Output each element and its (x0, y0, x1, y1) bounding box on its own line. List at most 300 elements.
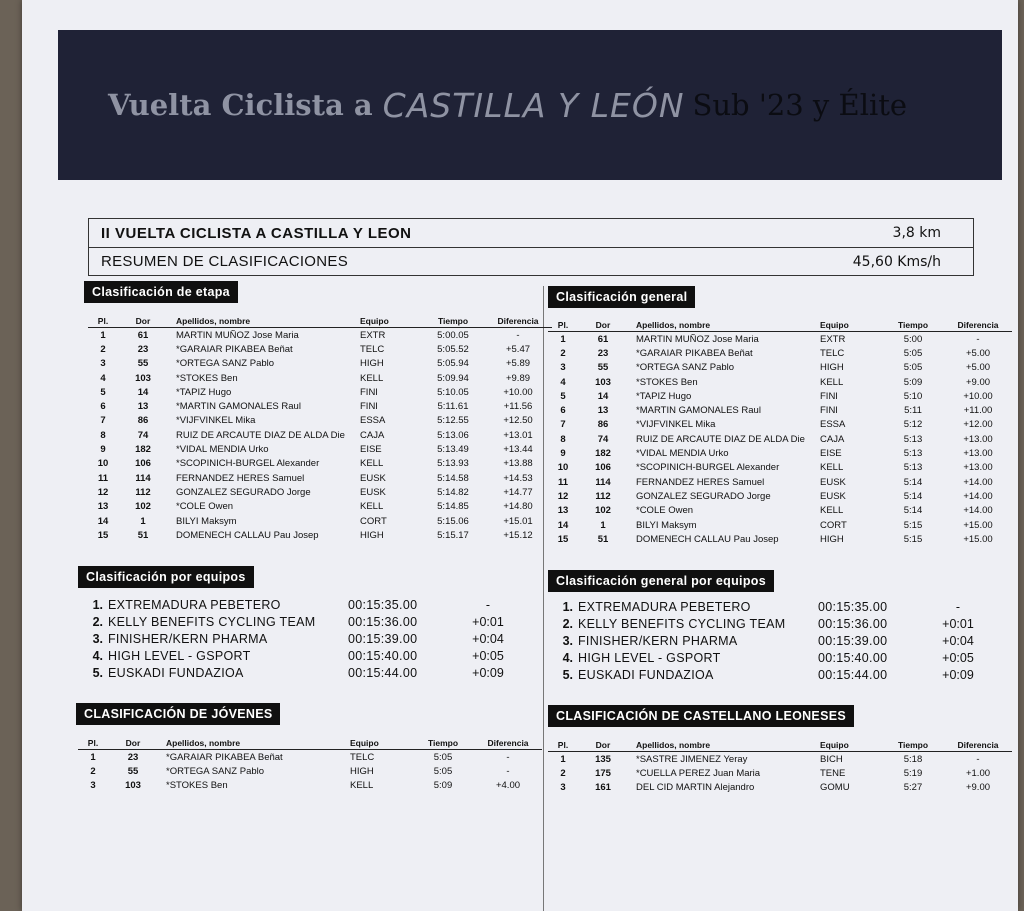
rider-team: KELL (360, 501, 384, 513)
rider-gap: +5.00 (965, 347, 991, 359)
rider-position: 1 (560, 753, 566, 765)
rider-team: ESSA (360, 415, 386, 427)
team-row (86, 647, 518, 664)
rider-position: 13 (557, 505, 569, 517)
rider-bib: 114 (135, 472, 151, 484)
table-row (548, 518, 1012, 532)
rider-team: KELL (350, 780, 374, 792)
table-row (88, 328, 552, 342)
rider-time: 5:11 (904, 405, 922, 417)
summary-header-row-2 (89, 247, 973, 275)
rider-position: 2 (90, 765, 96, 777)
rider-time: 5:15.17 (437, 529, 469, 541)
rider-bib: 112 (595, 490, 611, 502)
team-time: 00:15:39.00 (348, 631, 418, 646)
team-row (556, 633, 988, 650)
rider-gap: +1.00 (965, 767, 991, 779)
rider-gap: +13.88 (503, 458, 533, 470)
rider-team: TENE (820, 767, 846, 779)
event-banner (58, 30, 1002, 180)
rider-team: ESSA (820, 419, 846, 431)
rider-name: *ORTEGA SANZ Pablo (166, 765, 265, 777)
header-diff: Diferencia (487, 738, 529, 748)
rider-position: 11 (97, 472, 109, 484)
rider-name: RUIZ DE ARCAUTE DIAZ DE ALDA Die (636, 433, 805, 445)
rider-position: 10 (97, 458, 109, 470)
team-name: EXTREMADURA PEBETERO (578, 600, 751, 615)
stage-classification-table (88, 314, 552, 542)
rider-bib: 55 (597, 362, 609, 374)
header-time: Tiempo (897, 320, 929, 330)
rider-name: *VIDAL MENDIA Urko (176, 444, 269, 456)
rider-gap: +14.53 (503, 472, 533, 484)
rider-team: CORT (360, 515, 387, 527)
rider-gap: +9.00 (965, 376, 991, 388)
team-row (86, 631, 518, 648)
rider-name: GONZALEZ SEGURADO Jorge (176, 486, 311, 498)
table-row (88, 485, 552, 499)
general-classification-table (548, 318, 1012, 546)
table-row (548, 418, 1012, 432)
rider-name: RUIZ DE ARCAUTE DIAZ DE ALDA Die (176, 429, 345, 441)
header-name: Apellidos, nombre (166, 738, 241, 748)
rider-team: HIGH (820, 362, 844, 374)
rider-position: 1 (560, 333, 566, 345)
rider-time: 5:19 (903, 767, 923, 779)
rider-position: 14 (97, 515, 109, 527)
rider-time: 5:14.85 (437, 501, 469, 513)
rider-time: 5:00 (903, 333, 923, 345)
rider-team: KELL (360, 372, 384, 384)
rider-position: 4 (100, 372, 106, 384)
header-team: Equipo (360, 316, 389, 326)
banner-title-part3: Sub '23 y Élite (692, 88, 908, 122)
rider-name: *VIDAL MENDIA Urko (636, 448, 729, 460)
rider-gap: +14.00 (963, 476, 993, 488)
rider-gap: - (976, 753, 980, 765)
rider-gap: +14.00 (963, 490, 993, 502)
rider-position: 15 (557, 533, 569, 545)
rider-gap: +15.12 (503, 529, 533, 541)
rider-bib: 23 (597, 347, 609, 359)
rider-name: BILYI Maksym (176, 515, 237, 527)
team-gap: +0:09 (942, 667, 974, 682)
team-gap: - (485, 598, 491, 613)
rider-bib: 1 (600, 519, 606, 531)
general-team-classification-list (556, 599, 988, 683)
table-row (548, 752, 1012, 766)
general-team-classification-title: Clasificación general por equipos (548, 570, 774, 592)
rider-time: 5:14 (903, 505, 923, 517)
rider-bib: 103 (135, 372, 151, 384)
team-gap: +0:04 (472, 631, 504, 646)
rider-bib: 161 (595, 782, 611, 794)
table-row (548, 461, 1012, 475)
rider-bib: 1 (140, 515, 146, 527)
rider-name: *GARAIAR PIKABEA Beñat (166, 751, 283, 763)
rider-bib: 182 (135, 444, 151, 456)
table-row (88, 414, 552, 428)
summary-header (88, 218, 974, 276)
rider-gap: - (516, 329, 520, 341)
rider-bib: 55 (137, 358, 149, 370)
rider-bib: 23 (127, 751, 139, 763)
team-row (86, 664, 518, 681)
team-gap: +0:09 (472, 665, 504, 680)
rider-gap: +9.89 (505, 372, 531, 384)
table-row (548, 432, 1012, 446)
rider-gap: +12.00 (963, 419, 993, 431)
rider-bib: 102 (595, 505, 611, 517)
rider-team: HIGH (350, 765, 374, 777)
rider-team: EUSK (360, 472, 386, 484)
team-gap: - (955, 600, 961, 615)
table-row (88, 471, 552, 485)
rider-name: *ORTEGA SANZ Pablo (636, 362, 735, 374)
rider-time: 5:18 (903, 753, 923, 765)
table-row (548, 532, 1012, 546)
rider-name: *MARTIN GAMONALES Raul (176, 401, 301, 413)
rider-position: 3 (90, 780, 96, 792)
team-gap: +0:04 (942, 633, 974, 648)
rider-time: 5:14.58 (437, 472, 469, 484)
team-time: 00:15:40.00 (818, 650, 888, 665)
team-name: EUSKADI FUNDAZIOA (578, 667, 714, 682)
table-row (78, 750, 542, 764)
rider-team: EUSK (820, 490, 846, 502)
rider-name: *STOKES Ben (176, 372, 238, 384)
rider-position: 9 (560, 448, 566, 460)
rider-name: *VIJFVINKEL Mika (176, 415, 256, 427)
rider-team: EUSK (360, 486, 386, 498)
rider-time: 5:13 (903, 448, 923, 460)
rider-team: TELC (360, 343, 385, 355)
rider-bib: 112 (135, 486, 151, 498)
average-speed: 45,60 Kms/h (852, 253, 941, 270)
rider-name: DEL CID MARTIN Alejandro (636, 782, 755, 794)
rider-time: 5:09 (903, 376, 923, 388)
rider-gap: +9.00 (965, 782, 991, 794)
rider-time: 5:11.61 (437, 401, 469, 413)
team-time: 00:15:36.00 (818, 617, 888, 632)
rider-gap: +5.89 (505, 358, 531, 370)
rider-name: BILYI Maksym (636, 519, 697, 531)
rider-gap: +5.00 (965, 362, 991, 374)
table-row (548, 346, 1012, 360)
rider-name: FERNANDEZ HERES Samuel (176, 472, 305, 484)
rider-gap: +13.01 (503, 429, 533, 441)
rider-bib: 182 (595, 448, 611, 460)
rider-name: MARTIN MUÑOZ Jose Maria (636, 333, 759, 345)
header-diff: Diferencia (497, 316, 539, 326)
team-name: FINISHER/KERN PHARMA (108, 631, 268, 646)
rider-bib: 114 (595, 476, 611, 488)
table-row (78, 764, 542, 778)
team-gap: +0:05 (942, 650, 974, 665)
table-row (78, 779, 542, 793)
rider-gap: +4.00 (495, 780, 521, 792)
rider-team: HIGH (360, 529, 384, 541)
rider-time: 5:09.94 (437, 372, 469, 384)
rider-gap: +11.56 (503, 401, 533, 413)
rider-bib: 106 (595, 462, 611, 474)
rider-name: DOMENECH CALLAU Pau Josep (636, 533, 779, 545)
rider-position: 2 (560, 767, 566, 779)
rider-time: 5:05 (903, 362, 923, 374)
rider-bib: 14 (597, 390, 609, 402)
banner-title-part1: Vuelta Ciclista a (108, 88, 373, 122)
rider-team: KELL (360, 458, 384, 470)
table-row (88, 385, 552, 399)
table-row (548, 389, 1012, 403)
stage-classification-title: Clasificación de etapa (84, 281, 238, 303)
rider-time: 5:14 (903, 476, 923, 488)
rider-name: MARTIN MUÑOZ Jose Maria (176, 329, 299, 341)
results-sheet (22, 0, 1018, 911)
rider-gap: +11.00 (963, 405, 993, 417)
rider-name: *GARAIAR PIKABEA Beñat (176, 343, 293, 355)
team-time: 00:15:44.00 (818, 667, 888, 682)
table-row (548, 766, 1012, 780)
rider-time: 5:14.82 (437, 486, 469, 498)
table-row (88, 514, 552, 528)
rider-team: KELL (820, 505, 844, 517)
rider-gap: +15.00 (963, 519, 993, 531)
rider-gap: - (506, 751, 510, 763)
team-position: 3. (92, 631, 103, 646)
header-time: Tiempo (437, 316, 469, 326)
rider-position: 4 (560, 376, 566, 388)
rider-time: 5:27 (903, 782, 923, 794)
rider-team: HIGH (360, 358, 384, 370)
rider-bib: 13 (137, 401, 149, 413)
rider-gap: +14.00 (963, 505, 993, 517)
header-diff: Diferencia (957, 320, 999, 330)
rider-team: FINI (360, 401, 378, 413)
rider-bib: 51 (597, 533, 609, 545)
rider-team: BICH (820, 753, 843, 765)
header-time: Tiempo (427, 738, 459, 748)
team-row (556, 616, 988, 633)
team-position: 4. (92, 648, 103, 663)
rider-time: 5:10 (903, 390, 923, 402)
rider-bib: 14 (137, 386, 149, 398)
rider-name: *SCOPINICH-BURGEL Alexander (636, 462, 780, 474)
team-position: 5. (562, 667, 573, 682)
rider-gap: +13.00 (963, 448, 993, 460)
rider-team: CORT (820, 519, 847, 531)
rider-time: 5:05 (433, 751, 453, 763)
rider-gap: +15.01 (503, 515, 533, 527)
rider-gap: - (976, 333, 980, 345)
rider-team: HIGH (820, 533, 844, 545)
header-pl: Pl. (557, 740, 569, 750)
rider-team: EXTR (820, 333, 846, 345)
rider-time: 5:05.94 (437, 358, 469, 370)
rider-gap: +13.00 (963, 433, 993, 445)
table-row (548, 489, 1012, 503)
rider-time: 5:12 (903, 419, 923, 431)
team-name: FINISHER/KERN PHARMA (578, 633, 738, 648)
header-pl: Pl. (97, 316, 109, 326)
team-gap: +0:01 (472, 615, 504, 630)
rider-name: *CUELLA PEREZ Juan Maria (636, 767, 761, 779)
header-dor: Dor (125, 738, 141, 748)
rider-position: 6 (100, 401, 106, 413)
rider-position: 7 (560, 419, 566, 431)
rider-position: 1 (100, 329, 106, 341)
rider-position: 15 (97, 529, 109, 541)
table-row (548, 375, 1012, 389)
rider-time: 5:13 (903, 433, 923, 445)
header-dor: Dor (595, 320, 611, 330)
table-row (548, 475, 1012, 489)
rider-name: *SCOPINICH-BURGEL Alexander (176, 458, 320, 470)
rider-gap: - (506, 765, 510, 777)
rider-bib: 13 (597, 405, 609, 417)
team-name: KELLY BENEFITS CYCLING TEAM (578, 617, 786, 632)
race-title: II VUELTA CICLISTA A CASTILLA Y LEON (101, 224, 412, 242)
header-team: Equipo (820, 740, 849, 750)
team-row (556, 599, 988, 616)
rider-bib: 106 (135, 458, 151, 470)
banner-title-part2: CASTILLA Y LEÓN (382, 85, 685, 125)
team-name: HIGH LEVEL - GSPORT (108, 648, 251, 663)
header-dor: Dor (135, 316, 151, 326)
castellano-leoneses-table (548, 738, 1012, 795)
rider-position: 5 (100, 386, 106, 398)
team-position: 2. (562, 617, 573, 632)
team-time: 00:15:39.00 (818, 633, 888, 648)
rider-position: 10 (557, 462, 569, 474)
rider-position: 12 (557, 490, 569, 502)
rider-gap: +14.77 (503, 486, 533, 498)
rider-name: *ORTEGA SANZ Pablo (176, 358, 275, 370)
team-time: 00:15:44.00 (348, 665, 418, 680)
team-gap: +0:01 (942, 617, 974, 632)
rider-position: 8 (560, 433, 566, 445)
rider-team: TELC (820, 347, 845, 359)
general-classification-title: Clasificación general (548, 286, 695, 308)
rider-name: *COLE Owen (636, 505, 694, 517)
rider-gap: +14.80 (503, 501, 533, 513)
rider-bib: 86 (597, 419, 609, 431)
youth-classification-title: CLASIFICACIÓN DE JÓVENES (76, 703, 280, 725)
header-team: Equipo (820, 320, 849, 330)
rider-bib: 61 (137, 329, 149, 341)
team-position: 1. (92, 598, 103, 613)
rider-name: *VIJFVINKEL Mika (636, 419, 716, 431)
table-row (548, 446, 1012, 460)
rider-time: 5:12.55 (437, 415, 469, 427)
summary-subtitle: RESUMEN DE CLASIFICACIONES (101, 253, 349, 270)
rider-position: 9 (100, 444, 106, 456)
table-header (548, 318, 1012, 332)
table-row (548, 361, 1012, 375)
rider-name: *GARAIAR PIKABEA Beñat (636, 347, 753, 359)
rider-time: 5:05 (903, 347, 923, 359)
team-row (556, 649, 988, 666)
rider-time: 5:13.49 (437, 444, 469, 456)
rider-time: 5:13 (903, 462, 923, 474)
rider-position: 5 (560, 390, 566, 402)
rider-bib: 74 (137, 429, 149, 441)
header-name: Apellidos, nombre (176, 316, 251, 326)
rider-bib: 86 (137, 415, 149, 427)
rider-gap: +5.47 (505, 343, 531, 355)
team-time: 00:15:36.00 (348, 615, 418, 630)
rider-team: FINI (360, 386, 378, 398)
rider-gap: +10.00 (963, 390, 993, 402)
rider-bib: 103 (125, 780, 141, 792)
castellano-leoneses-title: CLASIFICACIÓN DE CASTELLANO LEONESES (548, 705, 854, 727)
rider-team: EISE (360, 444, 382, 456)
header-team: Equipo (350, 738, 379, 748)
header-diff: Diferencia (957, 740, 999, 750)
rider-team: EUSK (820, 476, 846, 488)
rider-time: 5:15 (903, 533, 923, 545)
table-header (548, 738, 1012, 752)
rider-position: 6 (560, 405, 566, 417)
table-row (548, 504, 1012, 518)
rider-bib: 74 (597, 433, 609, 445)
rider-gap: +12.50 (503, 415, 533, 427)
table-row (88, 428, 552, 442)
rider-team: TELC (350, 751, 375, 763)
stage-distance: 3,8 km (892, 225, 941, 241)
team-position: 5. (92, 665, 103, 680)
table-row (88, 442, 552, 456)
rider-bib: 135 (595, 753, 611, 765)
rider-time: 5:05.52 (437, 343, 469, 355)
table-row (548, 403, 1012, 417)
team-row (556, 666, 988, 683)
rider-position: 3 (100, 358, 106, 370)
team-time: 00:15:35.00 (818, 600, 888, 615)
rider-position: 7 (100, 415, 106, 427)
rider-position: 11 (557, 476, 569, 488)
rider-gap: +13.00 (963, 462, 993, 474)
table-row (88, 399, 552, 413)
team-row (86, 614, 518, 631)
rider-team: CAJA (820, 433, 845, 445)
rider-bib: 23 (137, 343, 149, 355)
team-time: 00:15:35.00 (348, 598, 418, 613)
table-row (548, 332, 1012, 346)
rider-name: *STOKES Ben (636, 376, 698, 388)
rider-time: 5:14 (903, 490, 923, 502)
team-name: HIGH LEVEL - GSPORT (578, 650, 721, 665)
table-row (88, 457, 552, 471)
table-row (548, 781, 1012, 795)
team-position: 4. (562, 650, 573, 665)
rider-time: 5:05 (433, 765, 453, 777)
rider-time: 5:09 (433, 780, 453, 792)
summary-header-row-1 (89, 219, 973, 247)
header-dor: Dor (595, 740, 611, 750)
team-classification-list (86, 597, 518, 681)
rider-bib: 61 (597, 333, 609, 345)
rider-team: EXTR (360, 329, 386, 341)
team-gap: +0:05 (472, 648, 504, 663)
rider-name: FERNANDEZ HERES Samuel (636, 476, 765, 488)
rider-time: 5:13.93 (437, 458, 469, 470)
table-row (88, 357, 552, 371)
team-name: KELLY BENEFITS CYCLING TEAM (108, 615, 316, 630)
rider-position: 1 (90, 751, 96, 763)
rider-gap: +15.00 (963, 533, 993, 545)
table-row (88, 500, 552, 514)
